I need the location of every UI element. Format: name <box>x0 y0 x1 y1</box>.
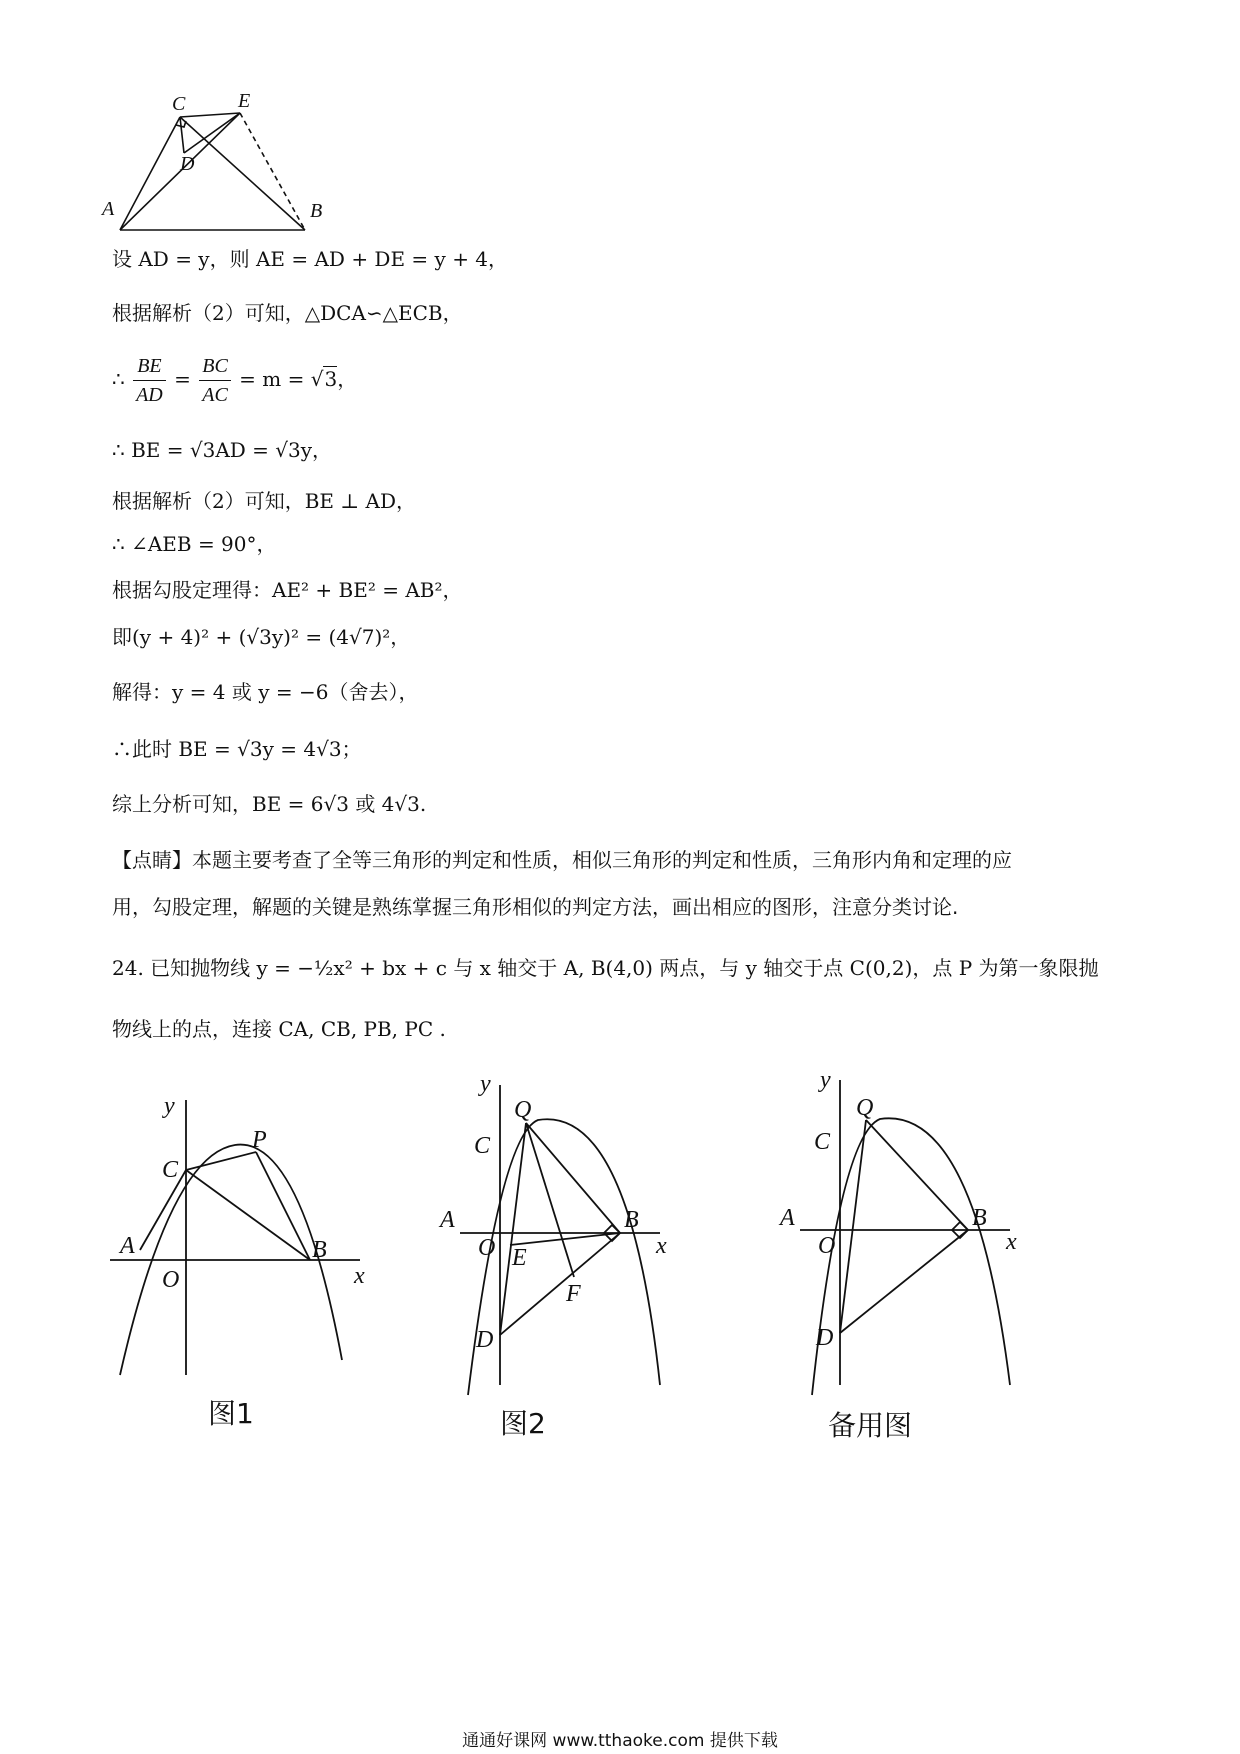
footer-source: 通通好课网 www.tthaoke.com 提供下载 <box>462 1731 778 1751</box>
label-o: O <box>162 1267 180 1293</box>
figure-2 <box>440 1065 760 1450</box>
label-a: A <box>102 198 115 220</box>
equation-tail: = m = √ <box>239 367 324 391</box>
label-x: x <box>1006 1229 1017 1255</box>
fraction-numerator: BE <box>133 352 166 381</box>
label-x: x <box>656 1233 667 1259</box>
solution-line-11: 综上分析可知，BE = 6√3 或 4√3. <box>112 792 427 816</box>
label-x: x <box>354 1263 365 1289</box>
triangle-figure <box>100 90 380 255</box>
label-d: D <box>816 1325 834 1351</box>
solution-line-4: ∴ BE = √3AD = √3y， <box>112 438 333 462</box>
label-o: O <box>478 1235 496 1261</box>
label-y: y <box>164 1093 175 1119</box>
solution-line-7: 根据勾股定理得：AE² + BE² = AB²， <box>112 578 463 602</box>
solution-line-8: 即(y + 4)² + (√3y)² = (4√7)²， <box>112 625 411 649</box>
label-d: D <box>180 153 195 175</box>
radicand: 3 <box>324 367 338 391</box>
question-24-line-1: 24. 已知抛物线 y = −½x² + bx + c 与 x 轴交于 A, B(4,0) 两点，与 y 轴交于点 C(0,2)，点 P 为第一象限抛 <box>112 956 1099 980</box>
fraction-be-ad <box>133 352 166 409</box>
label-e: E <box>512 1245 527 1271</box>
comment-line-1: 【点睛】本题主要考查了全等三角形的判定和性质，相似三角形的判定和性质，三角形内角和定理的应 <box>112 848 1012 872</box>
label-e: E <box>238 90 251 112</box>
solution-line-10: ∴此时 BE = √3y = 4√3； <box>112 737 362 761</box>
label-y: y <box>820 1067 831 1093</box>
label-c: C <box>172 93 186 115</box>
figure-caption: 图2 <box>500 1407 546 1440</box>
solution-line-1: 设 AD = y，则 AE = AD + DE = y + 4， <box>112 247 509 271</box>
fraction-numerator: BC <box>199 352 231 381</box>
punctuation: ， <box>337 367 358 391</box>
label-q: Q <box>856 1095 874 1121</box>
label-q: Q <box>514 1097 532 1123</box>
label-c: C <box>814 1129 831 1155</box>
figure-1 <box>110 1075 410 1435</box>
fraction-denominator: AD <box>136 384 163 406</box>
label-b: B <box>624 1207 639 1233</box>
label-f: F <box>566 1281 581 1307</box>
label-c: C <box>474 1133 491 1159</box>
label-a: A <box>440 1207 455 1233</box>
label-d: D <box>476 1327 494 1353</box>
solution-line-6: ∴ ∠AEB = 90°， <box>112 532 277 556</box>
label-o: O <box>818 1233 836 1259</box>
label-b: B <box>310 200 323 222</box>
label-y: y <box>480 1071 491 1097</box>
fraction-bc-ac <box>199 352 231 409</box>
label-p: P <box>252 1127 267 1153</box>
question-24-line-2: 物线上的点，连接 CA, CB, PB, PC . <box>112 1017 446 1041</box>
fraction-denominator: AC <box>202 384 228 406</box>
solution-line-5: 根据解析（2）可知，BE ⊥ AD， <box>112 489 417 513</box>
solution-line-2: 根据解析（2）可知，△DCA∽△ECB， <box>112 301 463 325</box>
label-b: B <box>312 1237 327 1263</box>
label-a: A <box>120 1233 135 1259</box>
therefore-symbol: ∴ <box>112 367 125 391</box>
figure-backup <box>780 1065 1120 1450</box>
label-b: B <box>972 1205 987 1231</box>
label-a: A <box>780 1205 795 1231</box>
solution-line-9: 解得：y = 4 或 y = −6（舍去）， <box>112 680 419 704</box>
label-c: C <box>162 1157 179 1183</box>
figure-caption: 备用图 <box>828 1409 913 1442</box>
solution-line-3: ∴ $\frac{BE}{AD}$ = $\frac{BC}{AC}$ = m = √3， <box>112 352 357 409</box>
comment-line-2: 用，勾股定理，解题的关键是熟练掌握三角形相似的判定方法，画出相应的图形，注意分类讨论. <box>112 895 959 919</box>
figure-caption: 图1 <box>208 1397 254 1430</box>
